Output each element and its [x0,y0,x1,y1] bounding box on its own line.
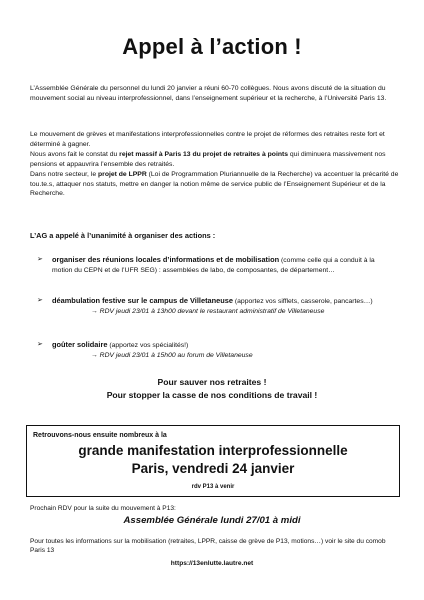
bullet-item-deambulation [37,296,392,317]
arrow-bullet-icon: ➢ [37,297,43,304]
box-headline: grande manifestation interprofessionnelle [78,443,348,458]
context-line-2-post: qui diminuera massivement nos pensions et appauvrira l’ensemble des retraités. [30,150,386,168]
arrow-bullet-icon: ➢ [37,341,43,348]
box-note: rdv P13 à venir [191,484,235,490]
bullet-item-meetings [37,255,392,276]
context-line-1: Le mouvement de grèves et manifestations interprofessionnelles contre le projet de réformes des retraites reste fort et déterminé à gagner. [30,131,385,148]
bullet-item-gouter [37,340,392,361]
context-line-2-pre: Nous avons fait le constat du [30,150,120,158]
rally-line-2: Pour stopper la casse de nos conditions de travail ! [106,390,318,400]
bullet-lead: déambulation festive sur le campus de Villetaneuse [52,296,233,305]
context-line-2-bold: rejet massif à Paris 13 du projet de retraites à points [119,150,289,158]
site-url: https://13enlutte.lautre.net [170,560,254,567]
bullet-detail: (apportez vos spécialités!) [107,342,189,349]
bullet-detail: (apportez vos sifflets, casserole, pancartes…) [233,298,373,305]
next-general-assembly: Assemblée Générale lundi 27/01 à midi [123,515,301,526]
box-date: Paris, vendredi 24 janvier [131,461,295,476]
manifestation-box [26,425,400,497]
box-lead: Retrouvons-nous ensuite nombreux à la [33,432,167,439]
context-paragraph [30,130,402,199]
next-meeting-lead: Prochain RDV pour la suite du mouvement à P13: [30,505,176,512]
context-line-3-bold: projet de LPPR [98,170,147,178]
intro-paragraph: L’Assemblée Générale du personnel du lundi 20 janvier a réuni 60-70 collègues. Nous avons discuté de la situation du mouvement social au niveau interprofessionnel, dans l’enseignement supérieur et la recherche, à l’Université Paris 13. [30,85,387,102]
bullet-lead: goûter solidaire [52,340,108,349]
info-paragraph: Pour toutes les informations sur la mobilisation (retraites, LPPR, caisse de grève de P13, motions…) voir le site du comob Paris 13 [30,538,386,555]
arrow-bullet-icon: ➢ [37,256,43,263]
context-line-3-pre: Dans notre secteur, le [30,170,99,178]
bullet-detail: (comme celle qui a conduit à la motion du CEPN et de l’UFR SEG) : assemblées de labo, de composantes, de département… [52,257,375,274]
bullet-rdv: → RDV jeudi 23/01 à 13h00 devant le restaurant administratif de Villetaneuse [91,307,325,315]
page-title: Appel à l’action ! [122,34,302,59]
context-line-3-post: (Loi de Programmation Pluriannuelle de la Recherche) va accentuer la précarité de tou.te.s, attaquer nos statuts, mettre en danger la notion même de service public de l’Enseignement Supérieur et de la Recherche. [30,170,399,198]
bullet-lead: organiser des réunions locales d’informations et de mobilisation [52,255,280,264]
ag-heading: L’AG a appelé à l’unanimité à organiser des actions : [30,231,216,240]
bullet-rdv: → RDV jeudi 23/01 à 15h00 au forum de Villetaneuse [91,351,253,359]
rally-line-1: Pour sauver nos retraites ! [157,377,267,387]
